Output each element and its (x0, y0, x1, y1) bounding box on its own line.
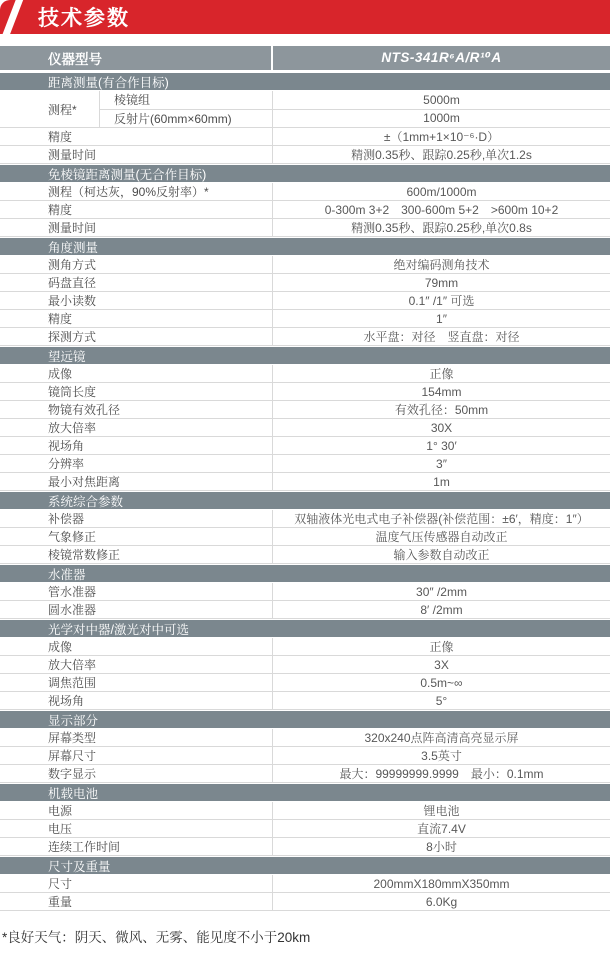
spec-sub-label: 棱镜组 (100, 91, 273, 109)
spec-table (0, 46, 610, 911)
section-header: 光学对中器/激光对中可选 (0, 619, 610, 638)
spec-label: 精度 (0, 128, 273, 145)
spec-label: 精度 (0, 201, 273, 218)
spec-table-body (0, 72, 610, 911)
spec-row (0, 310, 610, 328)
spec-row (0, 473, 610, 491)
spec-value: 1m (433, 474, 450, 489)
spec-row (0, 747, 610, 765)
model-header-label: 仪器型号 (0, 46, 273, 70)
model-header-value: NTS-341R⁶A/R¹⁰A (381, 50, 502, 65)
spec-label: 连续工作时间 (0, 838, 273, 855)
spec-row (0, 528, 610, 546)
spec-label: 最小对焦距离 (0, 473, 273, 490)
spec-sub-label: 反射片(60mm×60mm) (100, 110, 273, 128)
spec-row (0, 692, 610, 710)
spec-row (0, 401, 610, 419)
spec-label: 重量 (0, 893, 273, 910)
page-title: 技术参数 (38, 7, 130, 30)
spec-row (0, 601, 610, 619)
spec-label: 管水准器 (0, 583, 273, 600)
spec-label: 屏幕类型 (0, 729, 273, 746)
spec-label: 视场角 (0, 692, 273, 709)
spec-value: 水平盘：对径 竖直盘：对径 (363, 330, 520, 344)
spec-row (0, 510, 610, 528)
section-header: 望远镜 (0, 346, 610, 365)
spec-row (0, 656, 610, 674)
spec-row (0, 383, 610, 401)
spec-value: 8′ /2mm (420, 602, 463, 617)
spec-value: 8小时 (426, 840, 457, 854)
spec-label: 放大倍率 (0, 656, 273, 673)
spec-label: 探测方式 (0, 328, 273, 345)
spec-row (0, 256, 610, 274)
section-header: 免棱镜距离测量(无合作目标) (0, 164, 610, 183)
spec-label: 电源 (0, 802, 273, 819)
spec-row (0, 183, 610, 201)
section-header: 显示部分 (0, 710, 610, 729)
spec-row (0, 820, 610, 838)
spec-label: 补偿器 (0, 510, 273, 527)
spec-label: 最小读数 (0, 292, 273, 309)
spec-value: 最大：99999999.9999 最小：0.1mm (339, 767, 544, 781)
spec-sub-row (100, 91, 610, 110)
spec-label: 物镜有效孔径 (0, 401, 273, 418)
spec-row (0, 838, 610, 856)
title-banner (0, 0, 610, 34)
spec-row (0, 419, 610, 437)
spec-value: 温度气压传感器自动改正 (375, 530, 508, 544)
spec-row-group (0, 91, 610, 128)
spec-row (0, 546, 610, 564)
spec-label: 测角方式 (0, 256, 273, 273)
spec-label: 测程（柯达灰，90%反射率）* (0, 183, 273, 200)
spec-value: 0.1″ /1″ 可选 (408, 294, 475, 308)
spec-row (0, 146, 610, 164)
spec-row (0, 365, 610, 383)
spec-value: 30X (430, 420, 453, 435)
section-header: 系统综合参数 (0, 491, 610, 510)
spec-value: 精测0.35秒、跟踪0.25秒,单次1.2s (351, 148, 532, 162)
spec-label: 屏幕尺寸 (0, 747, 273, 764)
spec-label: 尺寸 (0, 875, 273, 892)
spec-row (0, 638, 610, 656)
spec-row-group-right (100, 91, 610, 127)
section-header: 机载电池 (0, 783, 610, 802)
spec-sub-row (100, 110, 610, 128)
spec-value: 输入参数自动改正 (393, 548, 490, 562)
spec-row (0, 765, 610, 783)
spec-value: ±（1mm+1×10⁻⁶·D） (383, 130, 500, 144)
spec-label: 放大倍率 (0, 419, 273, 436)
spec-value: 双轴液体光电式电子补偿器(补偿范围：±6′，精度：1″） (294, 512, 589, 526)
spec-row (0, 292, 610, 310)
spec-label: 调焦范围 (0, 674, 273, 691)
spec-value: 0.5m~∞ (420, 675, 463, 690)
spec-row (0, 674, 610, 692)
spec-label: 测量时间 (0, 146, 273, 163)
spec-row (0, 274, 610, 292)
section-header: 角度测量 (0, 237, 610, 256)
spec-value: 有效孔径：50mm (394, 403, 489, 417)
spec-label: 成像 (0, 365, 273, 382)
spec-value: 1° 30′ (426, 438, 457, 453)
banner-slash-decoration (0, 0, 24, 34)
spec-value: 1″ (436, 311, 447, 326)
model-header-row (0, 46, 610, 70)
section-header: 距离测量(有合作目标) (0, 72, 610, 91)
spec-value: 绝对编码测角技术 (393, 258, 490, 272)
spec-value: 6.0Kg (425, 894, 458, 909)
section-header: 水准器 (0, 564, 610, 583)
spec-row (0, 893, 610, 911)
footnote: *良好天气：阴天、微风、无雾、能见度不小于20km (2, 930, 311, 945)
spec-row (0, 201, 610, 219)
spec-row (0, 875, 610, 893)
spec-row (0, 437, 610, 455)
spec-value: 直流7.4V (417, 822, 466, 836)
spec-value: 5° (435, 693, 448, 708)
section-header: 尺寸及重量 (0, 856, 610, 875)
spec-value: 320x240点阵高清高亮显示屏 (364, 731, 519, 745)
spec-label: 码盘直径 (0, 274, 273, 291)
spec-value: 154mm (421, 384, 462, 399)
spec-row (0, 455, 610, 473)
spec-value: 正像 (429, 367, 454, 381)
spec-label: 圆水准器 (0, 601, 273, 618)
spec-label: 数字显示 (0, 765, 273, 782)
spec-row (0, 128, 610, 146)
spec-value: 3.5英寸 (421, 749, 462, 763)
spec-label: 分辨率 (0, 455, 273, 472)
spec-value: 200mmX180mmX350mm (373, 876, 510, 891)
spec-value: 精测0.35秒、跟踪0.25秒,单次0.8s (351, 221, 532, 235)
spec-value: 30″ /2mm (416, 584, 467, 599)
spec-row (0, 219, 610, 237)
spec-label: 测程* (0, 91, 100, 127)
spec-row (0, 802, 610, 820)
spec-row (0, 729, 610, 747)
spec-value: 正像 (429, 640, 454, 654)
spec-row (0, 583, 610, 601)
spec-value: 600m/1000m (406, 184, 477, 199)
spec-value: 1000m (423, 111, 460, 126)
spec-label: 气象修正 (0, 528, 273, 545)
spec-value: 锂电池 (423, 804, 460, 818)
spec-label: 电压 (0, 820, 273, 837)
spec-value: 0-300m 3+2 300-600m 5+2 >600m 10+2 (324, 203, 559, 217)
spec-value: 3″ (436, 456, 447, 471)
spec-label: 视场角 (0, 437, 273, 454)
spec-value: 5000m (423, 92, 460, 107)
spec-value: 79mm (424, 275, 459, 290)
spec-label: 精度 (0, 310, 273, 327)
spec-label: 棱镜常数修正 (0, 546, 273, 563)
spec-row (0, 328, 610, 346)
spec-value: 3X (434, 657, 449, 672)
spec-label: 测量时间 (0, 219, 273, 236)
spec-label: 成像 (0, 638, 273, 655)
spec-label: 镜筒长度 (0, 383, 273, 400)
